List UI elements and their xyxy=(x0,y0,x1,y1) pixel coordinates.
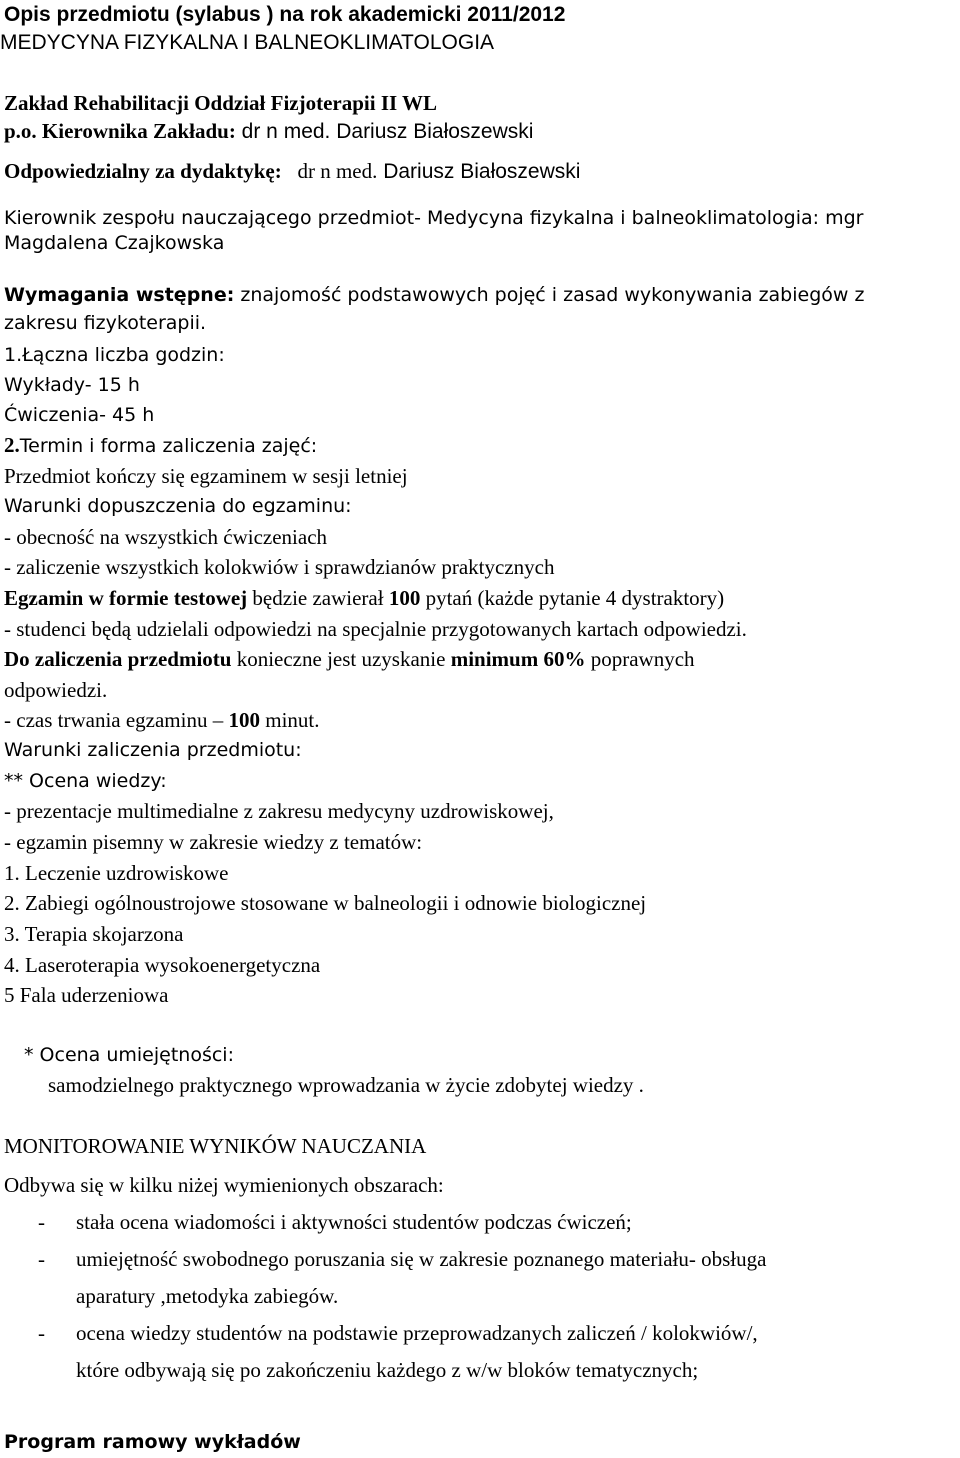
hours-heading: 1.Łączna liczba godzin: xyxy=(4,344,225,366)
pass-text-2: poprawnych xyxy=(585,647,695,671)
topic-item: 5 Fala uderzeniowa xyxy=(4,983,169,1007)
program-heading: Program ramowy wykładów xyxy=(4,1431,301,1453)
hours-lectures: Wykłady- 15 h xyxy=(4,374,140,396)
exam-duration xyxy=(4,705,320,735)
exam-form-bold: Egzamin w formie testowej xyxy=(4,586,248,610)
admission-item-2: - zaliczenie wszystkich kolokwiów i sprawdzianów praktycznych xyxy=(4,555,555,579)
knowledge-heading: ** Ocena wiedzy: xyxy=(4,770,167,792)
team-leader-name: Magdalena Czajkowska xyxy=(4,232,225,254)
monitoring-bullet-dash: - xyxy=(38,1247,45,1271)
pass-line-1 xyxy=(4,644,695,674)
exam-ends: Przedmiot kończy się egzaminem w sesji letniej xyxy=(4,464,408,488)
exam-form-text-2: pytań (każde pytanie 4 dystraktory) xyxy=(420,586,725,610)
skills-text: samodzielnego praktycznego wprowadzania w życie zdobytej wiedzy . xyxy=(48,1073,644,1097)
monitoring-item-2: umiejętność swobodnego poruszania się w zakresie poznanego materiału- obsługa xyxy=(76,1247,767,1271)
monitoring-item-3: ocena wiedzy studentów na podstawie przeprowadzanych zaliczeń / kolokwiów/, xyxy=(76,1321,758,1345)
team-leader-label: Kierownik zespołu nauczającego przedmiot- Medycyna fizykalna i balneoklimatologia: xyxy=(4,207,820,229)
department-unit: Zakład Rehabilitacji Oddział Fizjoterapii II WL xyxy=(4,91,438,115)
teaching-responsible-label: Odpowiedzialny za dydaktykę: xyxy=(4,159,282,183)
monitoring-heading: MONITOROWANIE WYNIKÓW NAUCZANIA xyxy=(4,1134,427,1158)
exam-form-text-1: będzie zawierał xyxy=(247,586,389,610)
department-head xyxy=(4,116,533,147)
credit-item-2: - egzamin pisemny w zakresie wiedzy z tematów: xyxy=(4,830,423,854)
admission-heading: Warunki dopuszczenia do egzaminu: xyxy=(4,495,352,517)
department-head-name: dr n med. Dariusz Białoszewski xyxy=(235,120,534,143)
exam-heading-text: Termin i forma zaliczenia zajęć: xyxy=(19,435,318,457)
exam-duration-value: 100 xyxy=(228,708,260,732)
department-head-label: p.o. Kierownika Zakładu: xyxy=(4,119,236,143)
course-name: MEDYCYNA FIZYKALNA I BALNEOKLIMATOLOGIA xyxy=(0,31,495,54)
teaching-responsible-title: dr n med. xyxy=(281,159,378,183)
pass-text: konieczne jest uzyskanie xyxy=(231,647,451,671)
topic-item: 2. Zabiegi ogólnoustrojowe stosowane w balneologii i odnowie biologicznej xyxy=(4,891,647,915)
pass-line-2: odpowiedzi. xyxy=(4,678,108,702)
pass-minimum: minimum 60% xyxy=(450,647,586,671)
topic-item: 4. Laseroterapia wysokoenergetyczna xyxy=(4,953,321,977)
exam-heading xyxy=(4,430,317,461)
teaching-responsible xyxy=(4,156,580,187)
admission-item-1: - obecność na wszystkich ćwiczeniach xyxy=(4,525,328,549)
monitoring-item-2-continued: aparatury ,metodyka zabiegów. xyxy=(76,1284,339,1308)
monitoring-bullet-dash: - xyxy=(38,1210,45,1234)
requirements-label: Wymagania wstępne: xyxy=(4,284,235,306)
exam-question-count: 100 xyxy=(388,586,421,610)
skills-heading: * Ocena umiejętności: xyxy=(24,1044,234,1066)
monitoring-item-3-continued: które odbywają się po zakończeniu każdego z w/w bloków tematycznych; xyxy=(76,1358,699,1382)
monitoring-item-1: stała ocena wiadomości i aktywności studentów podczas ćwiczeń; xyxy=(76,1210,632,1234)
monitoring-intro: Odbywa się w kilku niżej wymienionych obszarach: xyxy=(4,1173,444,1197)
credit-item-1: - prezentacje multimedialne z zakresu medycyny uzdrowiskowej, xyxy=(4,799,554,823)
hours-exercises: Ćwiczenia- 45 h xyxy=(4,404,155,426)
monitoring-bullet-dash: - xyxy=(38,1321,45,1345)
requirements-line-1 xyxy=(4,280,864,310)
exam-form xyxy=(4,583,724,613)
exam-heading-number: 2. xyxy=(4,433,20,457)
credit-heading: Warunki zaliczenia przedmiotu: xyxy=(4,739,302,761)
exam-duration-text: - czas trwania egzaminu – xyxy=(4,708,229,732)
document-title: Opis przedmiotu (sylabus ) na rok akademicki 2011/2012 xyxy=(4,3,566,26)
team-leader-title: mgr xyxy=(819,207,864,229)
requirements-line-2: zakresu fizykoterapii. xyxy=(4,312,207,334)
exam-answers: - studenci będą udzielali odpowiedzi na specjalnie przygotowanych kartach odpowiedzi. xyxy=(4,617,747,641)
topic-item: 1. Leczenie uzdrowiskowe xyxy=(4,861,229,885)
topic-item: 3. Terapia skojarzona xyxy=(4,922,184,946)
teaching-responsible-name: Dariusz Białoszewski xyxy=(377,160,581,183)
requirements-text: znajomość podstawowych pojęć i zasad wykonywania zabiegów z xyxy=(234,284,865,306)
pass-bold: Do zaliczenia przedmiotu xyxy=(4,647,232,671)
exam-duration-unit: minut. xyxy=(259,708,320,732)
